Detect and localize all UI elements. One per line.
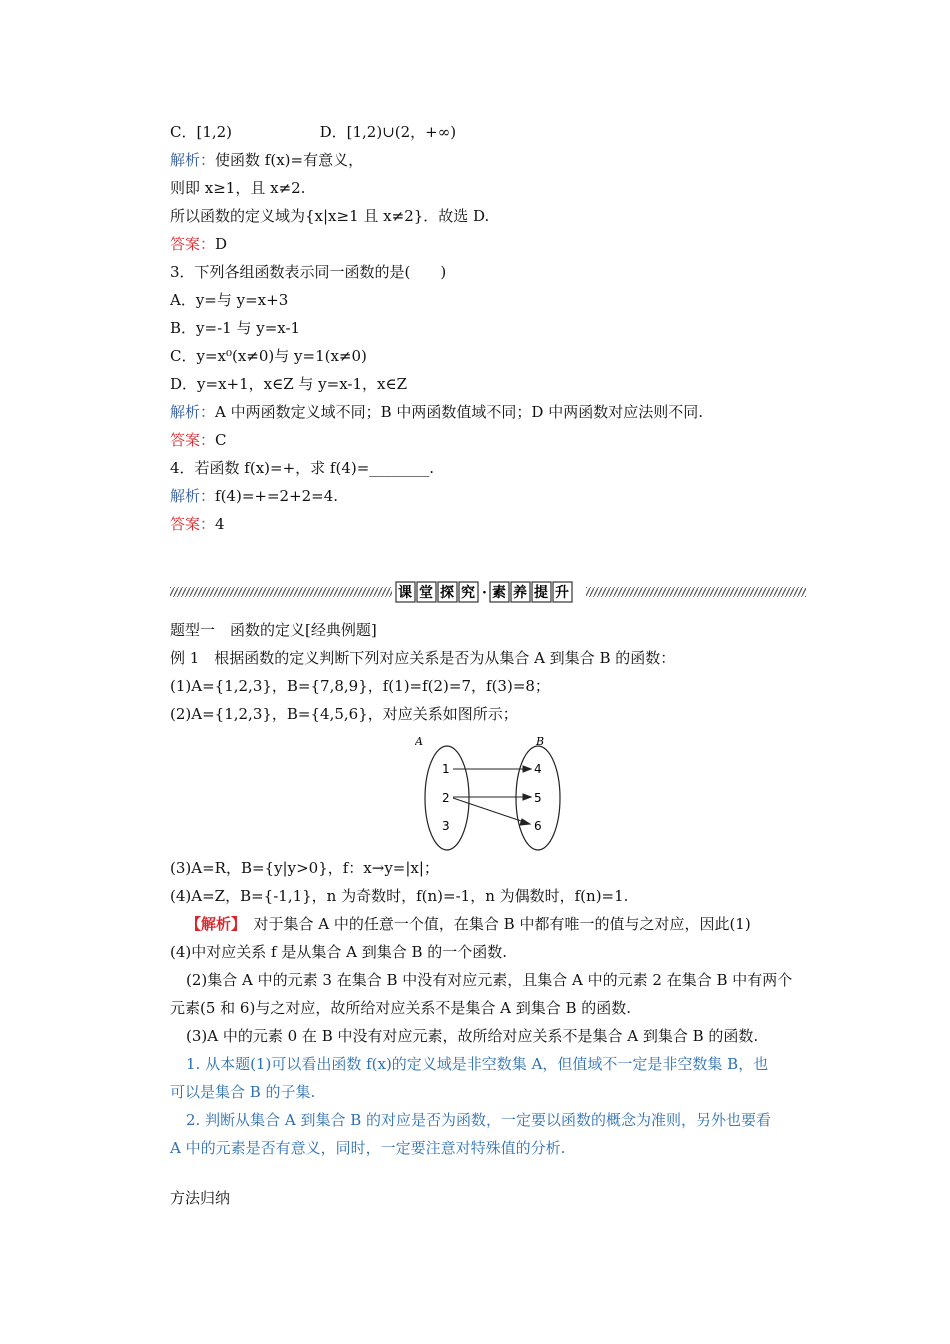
answer-value: D [215, 235, 228, 253]
set-a-element-1: 1 [442, 762, 450, 776]
divider-hatch-right [586, 587, 806, 597]
q3-option-b: B．y=-1 与 y=x-1 [170, 319, 301, 337]
set-a-label: A [415, 735, 423, 748]
example-intro: 例 1 根据函数的定义判断下列对应关系是否为从集合 A 到集合 B 的函数： [170, 649, 676, 667]
set-b-element-6: 6 [534, 819, 542, 833]
answer-value: C [215, 431, 227, 449]
mapping-diagram [415, 734, 565, 852]
q2-options [170, 122, 456, 142]
divider-char: 素 [492, 585, 506, 601]
set-b-element-5: 5 [534, 791, 542, 805]
analysis-label: 解析： [170, 487, 216, 505]
q2-analysis-line-1 [170, 150, 363, 170]
divider-char: 课 [398, 585, 412, 601]
set-a-element-2: 2 [442, 791, 450, 805]
option-c: C．[1,2) [170, 123, 233, 141]
q4-analysis [170, 486, 338, 506]
analysis-text: f(4)=+=2+2=4. [215, 487, 339, 505]
q3-option-a: A．y=与 y=x+3 [170, 291, 289, 309]
solution-para-2-line-2: 元素(5 和 6)与之对应，故所给对应关系不是集合 A 到集合 B 的函数. [170, 999, 632, 1017]
analysis-label: 解析： [170, 151, 216, 169]
q2-analysis-line-2: 则即 x≥1，且 x≠2. [170, 179, 306, 197]
divider-title [396, 582, 572, 602]
arrowhead-icon [523, 766, 531, 772]
answer-label: 答案： [170, 235, 216, 253]
note-2-line-2: A 中的元素是否有意义，同时，一定要注意对特殊值的分析. [170, 1139, 566, 1157]
divider-char: 究 [461, 585, 475, 601]
divider-char: 养 [513, 585, 527, 601]
solution-para-2-line-1: (2)集合 A 中的元素 3 在集合 B 中没有对应元素，且集合 A 中的元素 2 在集合 B 中有两个 [186, 971, 793, 989]
note-1-line-2: 可以是集合 B 的子集. [170, 1083, 316, 1101]
solution-para-1-line-1 [186, 914, 751, 934]
divider-char: 升 [555, 585, 569, 601]
option-d: D．[1,2)∪(2，+∞) [319, 123, 457, 141]
analysis-text: 使函数 f(x)=有意义， [215, 151, 364, 169]
arrowhead-icon [523, 794, 531, 800]
method-summary-title: 方法归纳 [170, 1189, 231, 1207]
analysis-label: 解析： [170, 403, 216, 421]
analysis-text: A 中两函数定义域不同；B 中两函数值域不同；D 中两函数对应法则不同. [215, 403, 703, 421]
arrowhead-icon [520, 819, 530, 825]
set-b-label: B [536, 735, 545, 748]
section-divider-banner [170, 580, 806, 604]
note-2-line-1: 2. 判断从集合 A 到集合 B 的对应是否为函数，一定要以函数的概念为准则，另外也要看 [186, 1111, 772, 1129]
q4-answer [170, 514, 225, 534]
solution-para-3: (3)A 中的元素 0 在 B 中没有对应元素，故所给对应关系不是集合 A 到集合 B 的函数. [186, 1027, 759, 1045]
divider-dot: · [482, 585, 487, 601]
divider-char: 提 [534, 585, 548, 601]
question-type-title: 题型一 函数的定义[经典例题] [170, 621, 377, 639]
solution-para-1-line-2: (4)中对应关系 f 是从集合 A 到集合 B 的一个函数. [170, 943, 508, 961]
q3-analysis [170, 402, 703, 422]
answer-value: 4 [215, 515, 225, 533]
example-item-4: (4)A=Z，B={-1,1}，n 为奇数时，f(n)=-1，n 为偶数时，f(n)=1. [170, 887, 629, 905]
divider-hatch-left [170, 587, 392, 597]
q3-question: 3．下列各组函数表示同一函数的是( ) [170, 263, 447, 281]
q3-answer [170, 430, 227, 450]
example-item-3: (3)A=R，B={y|y>0}，f：x→y=|x|； [170, 859, 439, 877]
note-1-line-1: 1. 从本题(1)可以看出函数 f(x)的定义域是非空数集 A，但值域不一定是非空数集 B，也 [186, 1055, 769, 1073]
set-b-element-4: 4 [534, 762, 542, 776]
solution-text: 对于集合 A 中的任意一个值，在集合 B 中都有唯一的值与之对应，因此(1) [238, 915, 751, 933]
q2-answer [170, 234, 227, 254]
q3-option-d: D．y=x+1，x∈Z 与 y=x-1，x∈Z [170, 375, 407, 393]
divider-char: 堂 [419, 585, 433, 601]
q4-question: 4．若函数 f(x)=+，求 f(4)=________. [170, 459, 435, 477]
q2-analysis-line-3: 所以函数的定义域为{x|x≥1 且 x≠2}．故选 D. [170, 207, 490, 225]
answer-label: 答案： [170, 431, 216, 449]
solution-label: 【解析】 [186, 915, 239, 933]
set-a-element-3: 3 [442, 819, 450, 833]
example-item-2: (2)A={1,2,3}，B={4,5,6}，对应关系如图所示； [170, 705, 518, 723]
q3-option-c: C．y=x⁰(x≠0)与 y=1(x≠0) [170, 347, 367, 365]
answer-label: 答案： [170, 515, 216, 533]
divider-char: 探 [440, 585, 454, 601]
example-item-1: (1)A={1,2,3}，B={7,8,9}，f(1)=f(2)=7，f(3)=8； [170, 677, 550, 695]
